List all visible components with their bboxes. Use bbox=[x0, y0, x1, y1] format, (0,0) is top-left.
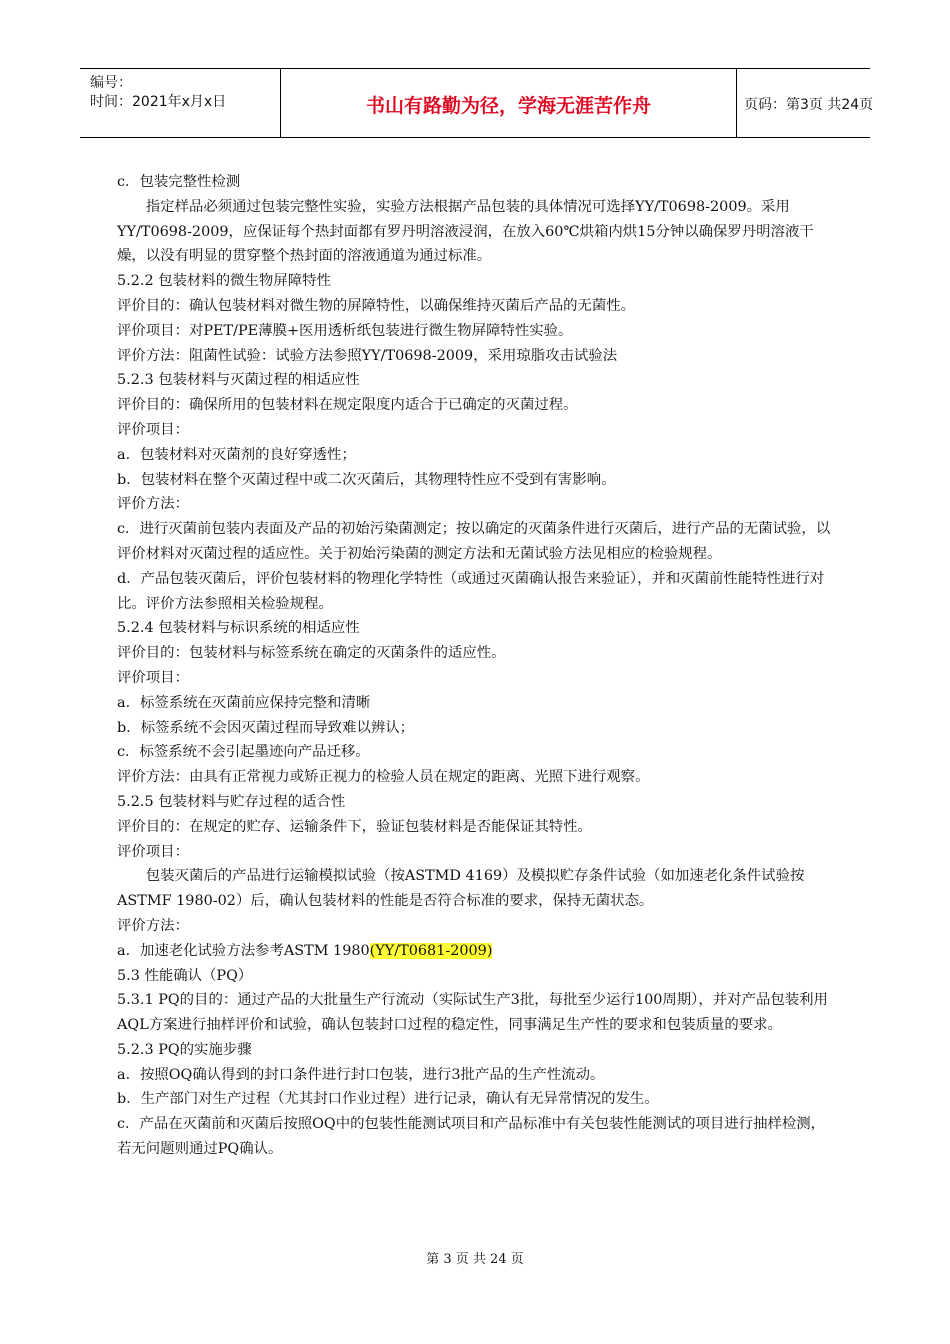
highlighted-reference: (YY/T0681-2009) bbox=[369, 942, 493, 959]
document-number-label: 编号： bbox=[90, 75, 132, 91]
paragraph: 指定样品必须通过包装完整性实验，实验方法根据产品包装的具体情况可选择YY/T0698-2009。采用YY/T0698-2009，应保证每个热封面都有罗丹明溶液浸润，在放入60℃烘箱内烘15分钟以确保罗丹明溶液干燥，以没有明显的贯穿整个热封面的溶液通道为通过标准。 bbox=[117, 198, 814, 265]
list-item: c．进行灭菌前包装内表面及产品的初始污染菌测定；按以确定的灭菌条件进行灭菌后，进行产品的无菌试验，以评价材料对灭菌过程的适应性。关于初始污染菌的测定方法和无菌试验方法见相应的检验规程。 bbox=[117, 521, 831, 562]
paragraph: 评价目的：确保所用的包装材料在规定限度内适合于已确定的灭菌过程。 bbox=[117, 397, 578, 414]
paragraph: 评价目的：确认包装材料对微生物的屏障特性，以确保维持灭菌后产品的无菌性。 bbox=[117, 297, 636, 314]
list-item bbox=[117, 939, 837, 964]
section-heading: 5.2.2 包装材料的微生物屏障特性 bbox=[117, 273, 331, 290]
paragraph: 评价方法： bbox=[117, 917, 189, 934]
section-heading: 5.2.5 包装材料与贮存过程的适合性 bbox=[117, 793, 346, 810]
paragraph: 评价项目： bbox=[117, 669, 189, 686]
section-heading: 5.2.4 包装材料与标识系统的相适应性 bbox=[117, 620, 360, 637]
paragraph: 评价项目： bbox=[117, 421, 189, 438]
paragraph: 评价目的：包装材料与标签系统在确定的灭菌条件的适应性。 bbox=[117, 645, 506, 662]
list-item: d．产品包装灭菌后，评价包装材料的物理化学特性（或通过灭菌确认报告来验证），并和灭菌前性能特性进行对比。评价方法参照相关检验规程。 bbox=[117, 570, 825, 612]
header-meta-cell bbox=[80, 69, 280, 137]
paragraph: c．包装完整性检测 bbox=[117, 174, 241, 190]
page-footer: 第 3 页 共 24 页 bbox=[426, 1252, 524, 1267]
list-item: b．标签系统不会因灭菌过程而导致难以辨认； bbox=[117, 719, 415, 736]
header-page-cell bbox=[736, 69, 874, 137]
paragraph: 评价方法：由具有正常视力或矫正视力的检验人员在规定的距离、光照下进行观察。 bbox=[117, 769, 650, 786]
list-item-text: a．加速老化试验方法参考ASTM 1980 bbox=[117, 942, 370, 959]
section-heading: 5.2.3 PQ的实施步骤 bbox=[117, 1041, 252, 1058]
paragraph: 评价项目：对PET/PE薄膜+医用透析纸包装进行微生物屏障特性实验。 bbox=[117, 322, 573, 339]
paragraph: 包装灭菌后的产品进行运输模拟试验（按ASTMD 4169）及模拟贮存条件试验（如加速老化条件试验按ASTMF 1980-02）后，确认包装材料的性能是否符合标准的要求，保持无菌状态。 bbox=[117, 868, 805, 910]
list-item: c．标签系统不会引起墨迹向产品迁移。 bbox=[117, 744, 370, 761]
header-motto: 书山有路勤为径，学海无涯苦作舟 bbox=[365, 95, 651, 117]
section-heading: 5.3 性能确认（PQ） bbox=[117, 967, 253, 984]
header-page-number: 页码：第3页 共24页 bbox=[744, 97, 874, 113]
list-item: a．包装材料对灭菌剂的良好穿透性； bbox=[117, 446, 356, 463]
paragraph: 评价方法：阻菌性试验：试验方法参照YY/T0698-2009，采用琼脂攻击试验法 bbox=[117, 347, 618, 364]
page-header bbox=[80, 68, 874, 138]
list-item: b．包装材料在整个灭菌过程中或二次灭菌后，其物理特性应不受到有害影响。 bbox=[117, 471, 616, 488]
list-item: c．产品在灭菌前和灭菌后按照OQ中的包装性能测试项目和产品标准中有关包装性能测试的项目进行抽样检测，若无问题则通过PQ确认。 bbox=[117, 1116, 826, 1158]
paragraph: 评价项目： bbox=[117, 843, 189, 860]
list-item: a．按照OQ确认得到的封口条件进行封口包装，进行3批产品的生产性流动。 bbox=[117, 1066, 605, 1083]
paragraph: 评价目的：在规定的贮存、运输条件下，验证包装材料是否能保证其特性。 bbox=[117, 818, 592, 835]
section-heading: 5.2.3 包装材料与灭菌过程的相适应性 bbox=[117, 372, 360, 389]
header-motto-cell bbox=[280, 69, 737, 137]
document-date-label: 时间：2021年x月x日 bbox=[90, 94, 227, 110]
paragraph: 5.3.1 PQ的目的：通过产品的大批量生产行流动（实际试生产3批，每批至少运行100周期），并对产品包装利用AQL方案进行抽样评价和试验，确认包装封口过程的稳定性，同事满足生产性的要求和包装质量的要求。 bbox=[117, 992, 828, 1034]
paragraph: 评价方法： bbox=[117, 496, 189, 513]
document-body bbox=[117, 170, 837, 1162]
list-item: b．生产部门对生产过程（尤其封口作业过程）进行记录，确认有无异常情况的发生。 bbox=[117, 1091, 659, 1108]
list-item: a．标签系统在灭菌前应保持完整和清晰 bbox=[117, 694, 371, 711]
